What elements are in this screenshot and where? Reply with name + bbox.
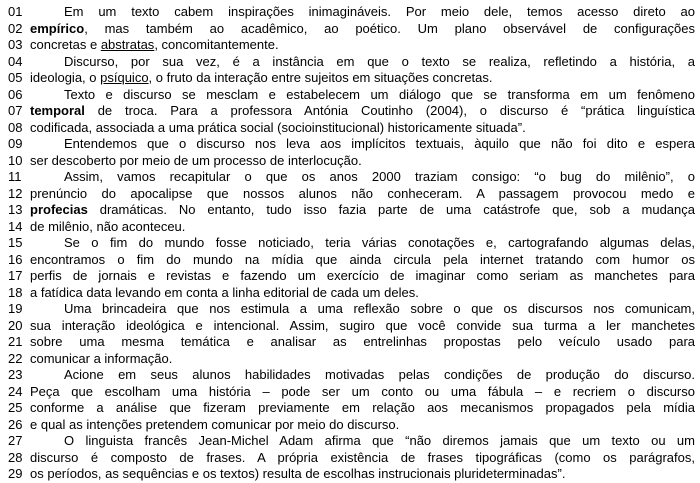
text-line xyxy=(0,120,700,137)
line-text xyxy=(30,318,695,335)
text-line xyxy=(0,87,700,104)
text-line xyxy=(0,103,700,120)
text-segment: , concomitantemente. xyxy=(154,37,279,52)
text-segment: Em um texto cabem inspirações inimagináveis. Por meio dele, temos acesso direto ao xyxy=(64,4,695,19)
text-line xyxy=(0,384,700,401)
text-segment: conforme a análise que fizeram previamente em relação aos mecanismos propagados pela mídia xyxy=(30,400,695,415)
line-text xyxy=(30,466,695,483)
line-text xyxy=(30,285,695,302)
text-line xyxy=(0,433,700,450)
text-line xyxy=(0,351,700,368)
line-number: 12 xyxy=(8,185,23,201)
line-number: 16 xyxy=(8,251,23,267)
text-segment: ser descoberto por meio de um processo de interlocução. xyxy=(30,152,362,168)
line-text xyxy=(30,400,695,417)
text-segment: Entendemos que o discurso nos leva aos implícitos textuais, àquilo que não foi dito e espera xyxy=(64,136,695,151)
text-segment: de troca. Para a professora Antónia Coutinho (2004), o discurso é “prática linguística xyxy=(84,103,695,118)
line-number: 27 xyxy=(8,433,23,448)
text-line xyxy=(0,70,700,87)
line-text xyxy=(30,252,695,269)
line-number: 02 xyxy=(8,20,23,36)
text-line xyxy=(0,252,700,269)
line-number: 19 xyxy=(8,301,23,316)
line-text xyxy=(30,268,695,285)
text-line xyxy=(0,235,700,252)
line-text xyxy=(30,301,695,318)
text-line xyxy=(0,4,700,21)
line-text xyxy=(30,351,695,368)
line-number: 04 xyxy=(8,53,23,69)
text-segment: abstratas xyxy=(100,37,155,52)
text-segment: perfis de jornais e revistas e fazendo um exercício de imaginar como seriam as manchetes para xyxy=(30,268,695,283)
line-number: 21 xyxy=(8,334,23,349)
text-line xyxy=(0,285,700,302)
line-number: 18 xyxy=(8,284,23,300)
text-line xyxy=(0,219,700,236)
line-number: 09 xyxy=(8,136,23,151)
text-line xyxy=(0,367,700,384)
text-line xyxy=(0,268,700,285)
text-segment: e qual as intenções pretendem comunicar por meio do discurso. xyxy=(30,416,400,432)
line-text xyxy=(30,37,695,54)
line-text xyxy=(30,450,695,467)
text-line xyxy=(0,334,700,351)
text-segment: sobre uma mesma temática e analisar as entrelinhas propostas pelo veículo usado para xyxy=(30,334,695,349)
line-number: 08 xyxy=(8,119,23,135)
text-segment: dramáticas. No entanto, tudo isso fazia parte de uma catástrofe que, sob a mudança xyxy=(87,202,695,217)
text-line xyxy=(0,21,700,38)
line-text xyxy=(30,54,695,71)
document-body xyxy=(0,4,700,483)
text-segment: de milênio, não aconteceu. xyxy=(30,218,186,234)
text-segment: encontramos o fim do mundo na mídia que ainda circula pela internet tratando com humor os xyxy=(30,251,695,267)
line-number: 01 xyxy=(8,4,23,19)
text-line xyxy=(0,417,700,434)
text-line xyxy=(0,318,700,335)
text-segment: sua interação ideológica e intencional. Assim, sugiro que você convide sua turma a ler manchetes xyxy=(30,317,695,333)
line-text xyxy=(30,235,695,252)
line-text xyxy=(30,21,695,38)
line-number: 20 xyxy=(8,317,23,333)
line-number: 25 xyxy=(8,400,23,415)
text-segment: concretas e xyxy=(30,37,101,52)
text-line xyxy=(0,450,700,467)
line-number: 03 xyxy=(8,37,23,52)
text-segment: Texto e discurso se mesclam e estabelecem um diálogo que se transforma em um fenômeno xyxy=(64,86,695,102)
text-segment: comunicar a informação. xyxy=(30,350,173,366)
text-segment: Uma brincadeira que nos estimula a uma reflexão sobre o que os discursos nos comunicam, xyxy=(64,301,695,316)
text-line xyxy=(0,301,700,318)
text-line xyxy=(0,202,700,219)
text-segment: profecias xyxy=(30,202,88,217)
text-segment: O linguista francês Jean-Michel Adam afirma que “não diremos jamais que um texto ou um xyxy=(64,433,695,448)
line-text xyxy=(30,433,695,450)
line-number: 28 xyxy=(8,449,23,465)
line-number: 06 xyxy=(8,86,23,102)
line-text xyxy=(30,384,695,401)
text-line xyxy=(0,136,700,153)
text-segment: Assim, vamos recapitular o que os anos 2000 traziam consigo: “o bug do milênio”, o xyxy=(64,169,695,184)
line-number: 13 xyxy=(8,202,23,217)
line-text xyxy=(30,4,695,21)
text-segment: temporal xyxy=(30,103,85,118)
line-text xyxy=(30,367,695,384)
text-segment: ideologia, o xyxy=(30,70,101,85)
line-number: 05 xyxy=(8,70,23,85)
text-segment: discurso é composto de frases. A própria existência de frases tipográficas (como os parágrafos, xyxy=(30,449,695,465)
line-text xyxy=(30,219,695,236)
line-number: 24 xyxy=(8,383,23,399)
text-segment: Discurso, por sua vez, é a instância em que o texto se realiza, refletindo a história, a xyxy=(64,53,695,69)
text-segment: Acione em seus alunos habilidades motivadas pelas condições de produção do discurso. xyxy=(64,367,695,382)
line-number: 15 xyxy=(8,235,23,250)
line-text xyxy=(30,87,695,104)
line-number: 22 xyxy=(8,350,23,366)
line-number: 11 xyxy=(8,169,22,184)
text-segment: prenúncio do apocalipse que nossos alunos não conheceram. A passagem provocou medo e xyxy=(30,185,695,201)
line-text xyxy=(30,136,695,153)
text-line xyxy=(0,37,700,54)
text-segment: , o fruto da interação entre sujeitos em situações concretas. xyxy=(148,70,493,85)
line-number: 26 xyxy=(8,416,23,432)
text-line xyxy=(0,169,700,186)
line-number: 23 xyxy=(8,367,23,382)
text-segment: Se o fim do mundo fosse noticiado, teria várias conotações e, cartografando algumas delas, xyxy=(64,235,695,250)
line-number: 17 xyxy=(8,268,23,283)
text-segment: os períodos, as sequências e os textos) resulta de escolhas instrucionais plurideterminadas”. xyxy=(30,466,566,481)
line-number: 14 xyxy=(8,218,23,234)
line-text xyxy=(30,417,695,434)
text-segment: codificada, associada a uma prática social (socioinstitucional) historicamente situada”. xyxy=(30,119,526,135)
line-text xyxy=(30,202,695,219)
text-line xyxy=(0,153,700,170)
line-number: 07 xyxy=(8,103,23,118)
line-text xyxy=(30,169,695,186)
line-number: 10 xyxy=(8,152,23,168)
text-line xyxy=(0,466,700,483)
line-number: 29 xyxy=(8,466,23,481)
line-text xyxy=(30,334,695,351)
line-text xyxy=(30,70,695,87)
line-text xyxy=(30,103,695,120)
line-text xyxy=(30,120,695,137)
text-segment: , mas também ao acadêmico, ao poético. Um plano observável de configurações xyxy=(84,20,695,36)
text-segment: psíquico xyxy=(100,70,149,85)
text-line xyxy=(0,400,700,417)
text-segment: Peça que escolham uma história – pode ser um conto ou uma fábula – e recriem o discurso xyxy=(30,383,695,399)
text-line xyxy=(0,186,700,203)
text-segment: empírico xyxy=(30,20,85,36)
text-segment: a fatídica data levando em conta a linha editorial de cada um deles. xyxy=(30,284,419,300)
line-text xyxy=(30,153,695,170)
line-text xyxy=(30,186,695,203)
text-line xyxy=(0,54,700,71)
